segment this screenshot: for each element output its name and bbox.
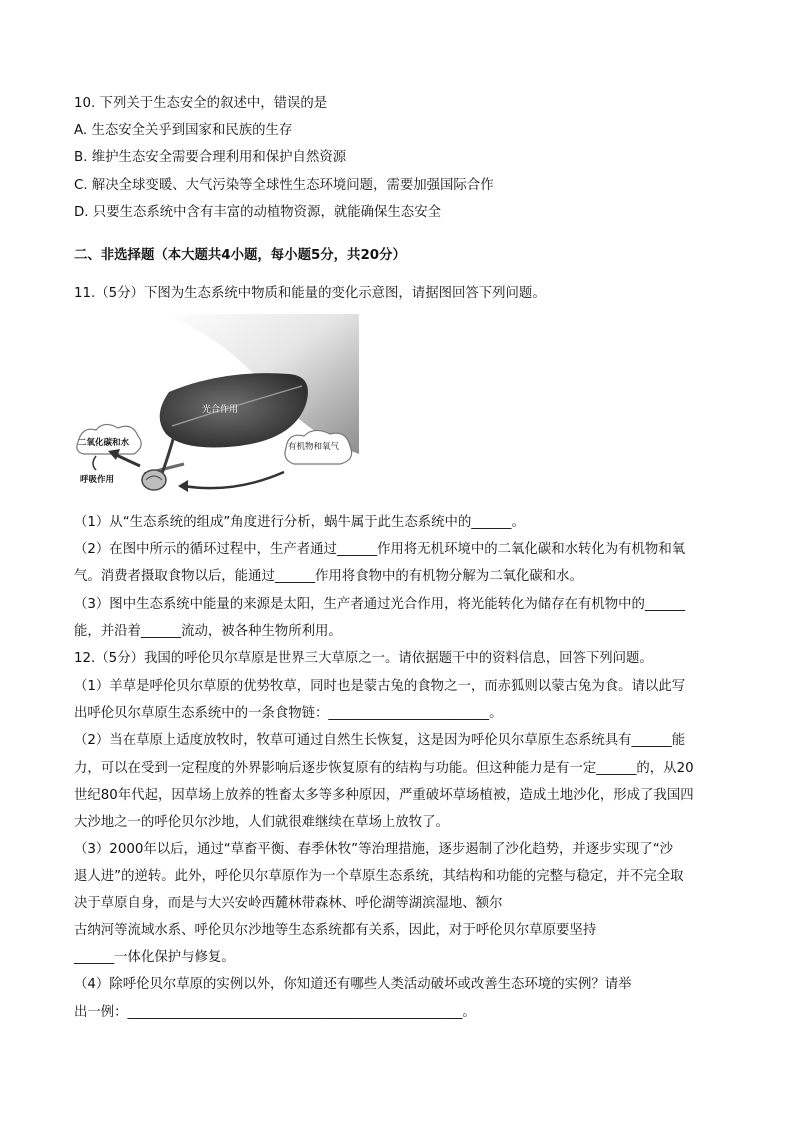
q11-line-1: （1）从“生态系统的组成”角度进行分析，蜗牛属于此生态系统中的______。 xyxy=(74,515,525,530)
q12-line-8: （3）2000年以后，通过“草畜平衡、春季休牧”等治理措施，逐步遏制了沙化趋势，并逐步实现了“沙 xyxy=(74,842,674,857)
q11-line-3: 气。消费者摄取食物以后，能通过______作用将食物中的有机物分解为二氧化碳和水。 xyxy=(74,569,583,584)
q12-line-9: 退人进”的逆转。此外，呼伦贝尔草原作为一个草原生态系统，其结构和功能的完整与稳定，并不完全取 xyxy=(74,869,684,884)
q10-option-d: D. 只要生态系统中含有丰富的动植物资源，就能确保生态安全 xyxy=(74,205,441,220)
q12-line-13: （4）除呼伦贝尔草原的实例以外，你知道还有哪些人类活动破坏或改善生态环境的实例？请举 xyxy=(74,977,632,992)
snail-icon xyxy=(142,470,166,490)
q12-line-11: 古纳河等流域水系、呼伦贝尔沙地等生态系统都有关系，因此，对于呼伦贝尔草原要坚持 xyxy=(74,923,597,938)
ecosystem-figure xyxy=(74,314,359,502)
label-organic-oxygen: 有机物和氧气 xyxy=(288,442,340,452)
label-co2-water: 二氧化碳和水 xyxy=(78,438,130,448)
q10-option-a: A. 生态安全关乎到国家和民族的生存 xyxy=(74,123,293,138)
q12-line-4: （2）当在草原上适度放牧时，牧草可通过自然生长恢复，这是因为呼伦贝尔草原生态系统具有______能 xyxy=(74,733,686,748)
label-photosynthesis: 光合作用 xyxy=(202,405,239,415)
q12-line-5: 力，可以在受到一定程度的外界影响后逐步恢复原有的结构与功能。但这种能力是有一定______的，从20 xyxy=(74,761,694,776)
q11-line-4: （3）图中生态系统中能量的来源是太阳，生产者通过光合作用，将光能转化为储存在有机物中的______ xyxy=(74,597,686,612)
q12-line-7: 大沙地之一的呼伦贝尔沙地，人们就很难继续在草场上放牧了。 xyxy=(74,815,449,830)
q12-line-2: （1）羊草是呼伦贝尔草原的优势牧草，同时也是蒙古兔的食物之一，而赤狐则以蒙古兔为食。请以此写 xyxy=(74,679,686,694)
q10-option-b: B. 维护生态安全需要合理利用和保护自然资源 xyxy=(74,150,347,165)
q12-line-14: 出一例：__________________________________________________。 xyxy=(74,1005,476,1020)
q12-line-12: ______一体化保护与修复。 xyxy=(74,950,235,965)
label-respiration: 呼吸作用 xyxy=(80,475,115,485)
section-heading: 二、非选择题（本大题共4小题，每小题5分，共20分） xyxy=(74,248,406,263)
q12-line-10: 决于草原自身，而是与大兴安岭西麓林带森林、呼伦湖等湖滨湿地、额尔 xyxy=(74,896,503,911)
q10-option-c: C. 解决全球变暖、大气污染等全球性生态环境问题，需要加强国际合作 xyxy=(74,178,494,193)
q12-line-6: 世纪80年代起，因草场上放养的牲畜太多等多种原因，严重破坏草场植被，造成土地沙化，形成了我国四 xyxy=(74,788,694,803)
q11-line-5: 能，并沿着______流动，被各种生物所利用。 xyxy=(74,624,342,639)
q11-line-2: （2）在图中所示的循环过程中，生产者通过______作用将无机环境中的二氧化碳和水转化为有机物和氧 xyxy=(74,542,686,557)
ecosystem-diagram xyxy=(74,314,359,502)
q12-line-3: 出呼伦贝尔草原生态系统中的一条食物链：________________________。 xyxy=(74,706,503,721)
q11-stem: 11.（5分）下图为生态系统中物质和能量的变化示意图，请据图回答下列问题。 xyxy=(74,286,546,301)
q12-line-1: 12.（5分）我国的呼伦贝尔草原是世界三大草原之一。请依据题干中的资料信息，回答下列问题。 xyxy=(74,651,653,666)
q10-stem: 10. 下列关于生态安全的叙述中，错误的是 xyxy=(74,96,328,111)
